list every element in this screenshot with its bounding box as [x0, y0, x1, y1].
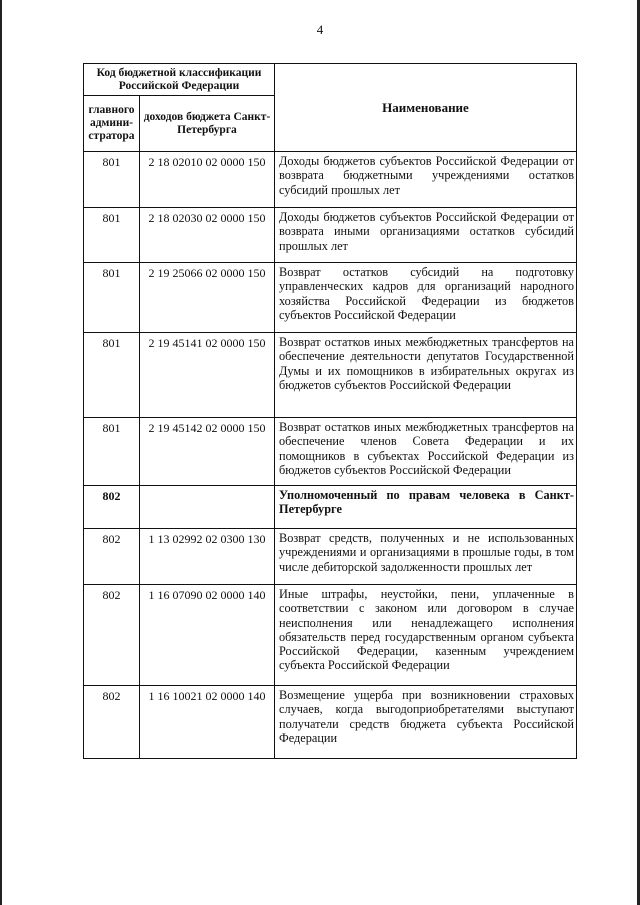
header-spb-budget-income: доходов бюджета Санкт-Петербурга — [140, 96, 275, 152]
income-code-cell: 1 16 07090 02 0000 140 — [140, 585, 275, 686]
income-code-cell: 2 19 25066 02 0000 150 — [140, 263, 275, 333]
admin-code-cell: 801 — [84, 333, 140, 418]
admin-code-cell: 801 — [84, 208, 140, 263]
name-cell: Доходы бюджетов субъектов Российской Федерации от возврата бюджетными учреждениями остатков субсидий прошлых лет — [275, 152, 577, 208]
table-row — [84, 263, 577, 333]
table-row — [84, 686, 577, 759]
admin-code-cell: 802 — [84, 585, 140, 686]
section-title-cell: Уполномоченный по правам человека в Санкт-Петербурге — [275, 486, 577, 529]
income-code-cell: 1 13 02992 02 0300 130 — [140, 529, 275, 585]
income-code-cell: 2 19 45141 02 0000 150 — [140, 333, 275, 418]
table-row — [84, 529, 577, 585]
income-code-cell: 2 18 02010 02 0000 150 — [140, 152, 275, 208]
name-cell: Возмещение ущерба при возникновении страховых случаев, когда выгодоприобретателями выступают получатели средств бюджета субъекта Российской Федерации — [275, 686, 577, 759]
admin-code-cell: 801 — [84, 263, 140, 333]
income-code-cell: 1 16 10021 02 0000 140 — [140, 686, 275, 759]
table-row — [84, 333, 577, 418]
table-row — [84, 418, 577, 486]
admin-code-cell: 802 — [84, 686, 140, 759]
table-row — [84, 585, 577, 686]
name-cell: Возврат остатков субсидий на подготовку управленческих кадров для организаций народного хозяйства Российской Федерации из бюджетов субъектов Российской Федерации — [275, 263, 577, 333]
admin-code-cell: 801 — [84, 418, 140, 486]
income-code-cell: 2 18 02030 02 0000 150 — [140, 208, 275, 263]
income-code-cell: 2 19 45142 02 0000 150 — [140, 418, 275, 486]
admin-code-cell: 801 — [84, 152, 140, 208]
page-number: 4 — [316, 22, 324, 37]
name-cell: Возврат средств, полученных и не использованных учреждениями и организациями в прошлые годы, в том числе дебиторской задолженности прошлых лет — [275, 529, 577, 585]
name-cell: Возврат остатков иных межбюджетных трансфертов на обеспечение деятельности депутатов Государственной Думы и их помощников в избирательных округах из бюджетов субъектов Российской Федерации — [275, 333, 577, 418]
name-cell: Возврат остатков иных межбюджетных трансфертов на обеспечение членов Совета Федерации и их помощников в субъектах Российской Федерации из бюджетов субъектов Российской Федерации — [275, 418, 577, 486]
admin-code-cell: 802 — [84, 529, 140, 585]
admin-code-cell: 802 — [84, 486, 140, 529]
header-name: Наименование — [275, 64, 577, 152]
header-classification-code: Код бюджетной классификации Российской Федерации — [84, 64, 275, 96]
table-row — [84, 152, 577, 208]
income-code-cell — [140, 486, 275, 529]
table-row-section-header — [84, 486, 577, 529]
scan-border-left — [0, 0, 2, 905]
table-row — [84, 208, 577, 263]
budget-classification-table — [83, 63, 577, 759]
name-cell: Доходы бюджетов субъектов Российской Федерации от возврата иными организациями остатков субсидий прошлых лет — [275, 208, 577, 263]
name-cell: Иные штрафы, неустойки, пени, уплаченные в соответствии с законом или договором в случае неисполнения или ненадлежащего исполнения обязательств перед государственным органом субъекта Российской Федерации, казенным учреждением субъекта Российской Федерации — [275, 585, 577, 686]
header-main-administrator: главного админи-стратора — [84, 96, 140, 152]
